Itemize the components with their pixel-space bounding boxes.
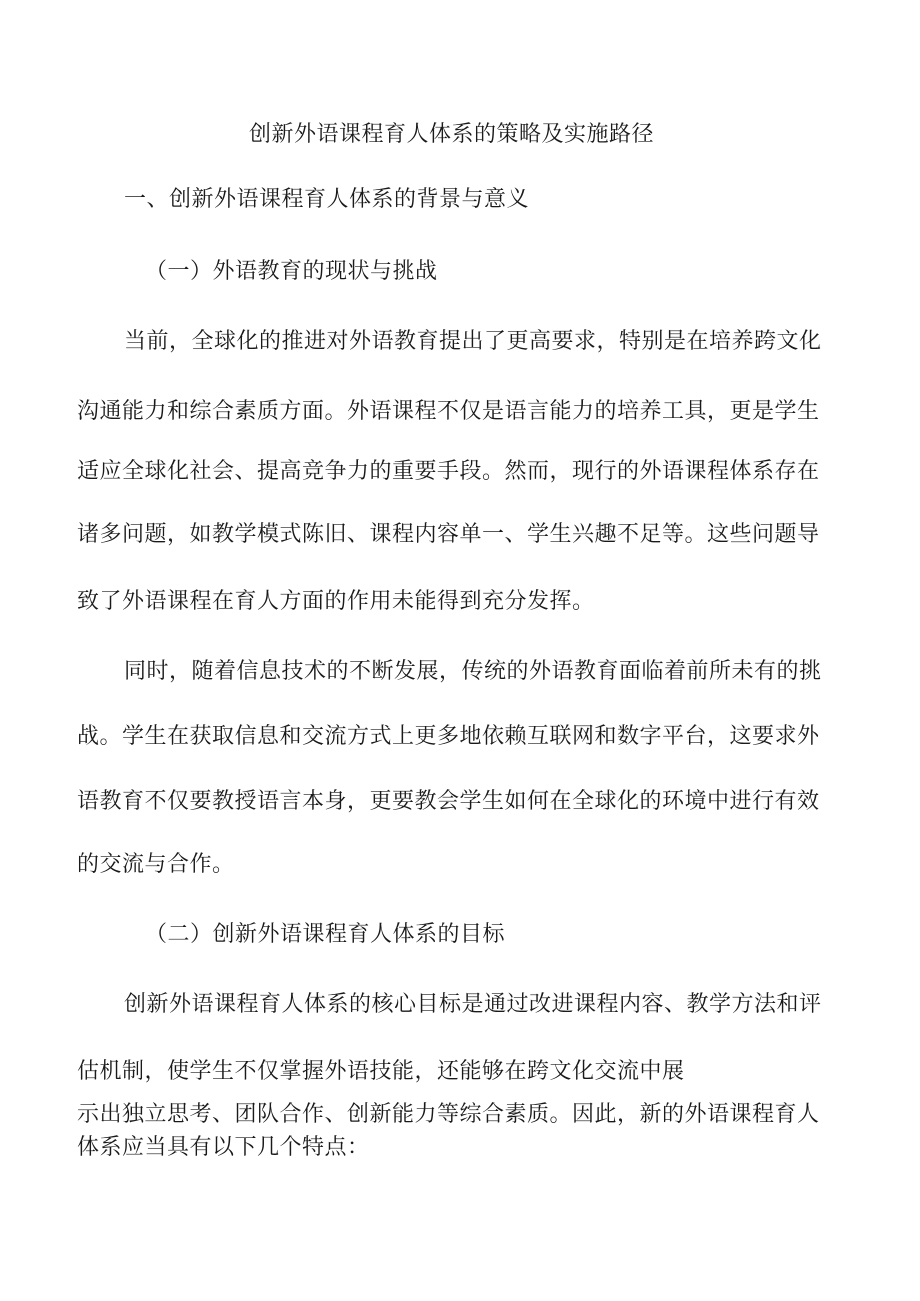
document-title: 创新外语课程育人体系的策略及实施路径 [249, 122, 655, 147]
subsection-heading: （一）外语教育的现状与挑战 [145, 259, 438, 284]
subsection-heading: （二）创新外语课程育人体系的目标 [145, 922, 506, 947]
paragraph-line: 当前，全球化的推进对外语教育提出了更高要求，特别是在培养跨文化 [124, 329, 822, 354]
paragraph-line: 诸多问题，如教学模式陈旧、课程内容单一、学生兴趣不足等。这些问题导 [77, 522, 820, 547]
paragraph-line: 致了外语课程在育人方面的作用未能得到充分发挥。 [77, 589, 595, 614]
paragraph-line: 估机制，使学生不仅掌握外语技能，还能够在跨文化交流中展 [77, 1059, 685, 1084]
paragraph-line: 示出独立思考、团队合作、创新能力等综合素质。因此，新的外语课程育人 [77, 1102, 820, 1127]
paragraph-line: 的交流与合作。 [77, 852, 235, 877]
section-heading: 一、创新外语课程育人体系的背景与意义 [124, 187, 530, 212]
paragraph-line: 同时，随着信息技术的不断发展，传统的外语教育面临着前所未有的挑 [124, 659, 822, 684]
paragraph-line: 战。学生在获取信息和交流方式上更多地依赖互联网和数字平台，这要求外 [77, 724, 820, 749]
paragraph-line: 语教育不仅要教授语言本身，更要教会学生如何在全球化的环境中进行有效 [77, 789, 820, 814]
paragraph-line: 适应全球化社会、提高竞争力的重要手段。然而，现行的外语课程体系存在 [77, 459, 820, 484]
paragraph-line: 沟通能力和综合素质方面。外语课程不仅是语言能力的培养工具，更是学生 [77, 399, 820, 424]
paragraph-line: 创新外语课程育人体系的核心目标是通过改进课程内容、教学方法和评 [124, 992, 822, 1017]
paragraph-line: 体系应当具有以下几个特点： [77, 1135, 370, 1160]
